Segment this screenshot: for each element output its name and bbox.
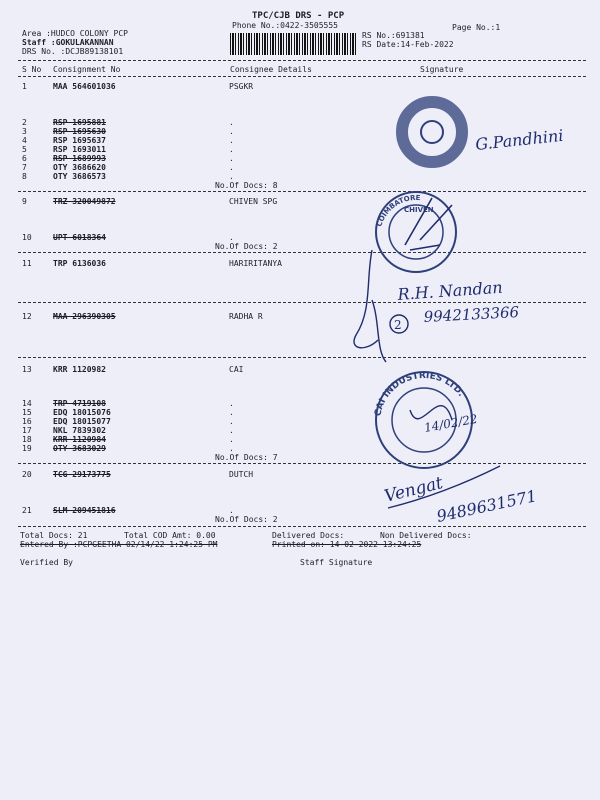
handwritten-signature [474,126,564,154]
table-row: 3 RSP 1695630 . [22,127,234,136]
entered-by: Entered By :PCPGEETHA 02/14/22 1:24:25 PM [20,540,218,549]
table-row: 15 EDQ 18015076 . [22,408,234,417]
table-row: 7 OTY 3686620 . [22,163,234,172]
company-seal [373,371,478,468]
no-of-docs: No.Of Docs: 7 [215,453,278,462]
table-row: 5 RSP 1693011 . [22,145,234,154]
no-of-docs: No.Of Docs: 8 [215,181,278,190]
circled-number: 2 [394,318,402,332]
table-row: 14 TRP 4719108 . [22,399,234,408]
company-seal [375,192,456,272]
total-docs: Total Docs: 21 [20,531,88,540]
printed-on: Printed on: 14-02-2022 13:24:25 [272,540,422,549]
column-header-consignee: Consignee Details [230,65,312,74]
handwritten-signature: Vengat [382,473,446,507]
table-row: 9 TRZ 320049872 CHIVEN SPG [22,197,278,206]
table-row: 16 EDQ 18015077 . [22,417,234,426]
handwritten-signature: R.H. Nandan [396,277,504,304]
staff-signature: Staff Signature [300,558,373,567]
document-title: TPC/CJB DRS - PCP [252,11,345,21]
table-row: 20 TCG 29173775 DUTCH [22,470,254,479]
table-row: 19 OTY 3683029 . [22,444,234,453]
table-row: 12 MAA 296390305 RADHA R [22,312,263,321]
svg-text:COIMBATORE: COIMBATORE [375,193,421,228]
no-of-docs: No.Of Docs: 2 [215,515,278,524]
table-row: 6 RSP 1689993 . [22,154,234,163]
table-row: 17 NKL 7839302 . [22,426,234,435]
table-row: 18 KRR 1120984 . [22,435,234,444]
column-header-sno: S No [22,65,42,74]
column-header-consignment: Consignment No [53,65,121,74]
non-delivered-docs: Non Delivered Docs: [380,531,472,540]
table-row: 10 UPT 6018364 . [22,233,234,242]
no-of-docs: No.Of Docs: 2 [215,242,278,251]
svg-text:14/02/22: 14/02/22 [423,411,479,435]
table-row: 11 TRP 6136036 HARIRITANYA [22,259,282,268]
table-row: 2 RSP 1695881 . [22,118,234,127]
total-cod-amount: Total COD Amt: 0.00 [124,531,216,540]
verified-by: Verified By [20,558,73,567]
rs-number: RS No.:691381 [362,31,425,40]
svg-text:CHIVEN: CHIVEN [404,206,434,214]
rs-date: RS Date:14-Feb-2022 [362,40,454,49]
phone-number: Phone No.:0422-3505555 [232,21,338,30]
column-header-signature: Signature [420,65,464,74]
stamp-ring [402,102,462,162]
staff-label: Staff :GOKULAKANNAN [22,38,114,47]
handwritten-phone: 9489631571 [434,486,539,526]
svg-text:G.Pandhini: G.Pandhini [474,125,565,154]
table-row: 13 KRR 1120982 CAI [22,365,244,374]
table-row: 1 MAA 564601036 PSGKR [22,82,254,91]
table-row: 4 RSP 1695637 . [22,136,234,145]
delivered-docs: Delivered Docs: [272,531,345,540]
table-row: 21 SLM 209451816 . [22,506,234,515]
handwritten-phone: 9942133366 [423,303,520,326]
area-label: Area :HUDCO COLONY PCP [22,29,128,38]
drs-number: DRS No. :DCJB89138101 [22,47,124,56]
page-number: Page No.:1 [452,23,501,32]
table-row: 8 OTY 3686573 . [22,172,234,181]
svg-text:CAI INDUSTRIES LTD.: CAI INDUSTRIES LTD. [373,370,466,418]
